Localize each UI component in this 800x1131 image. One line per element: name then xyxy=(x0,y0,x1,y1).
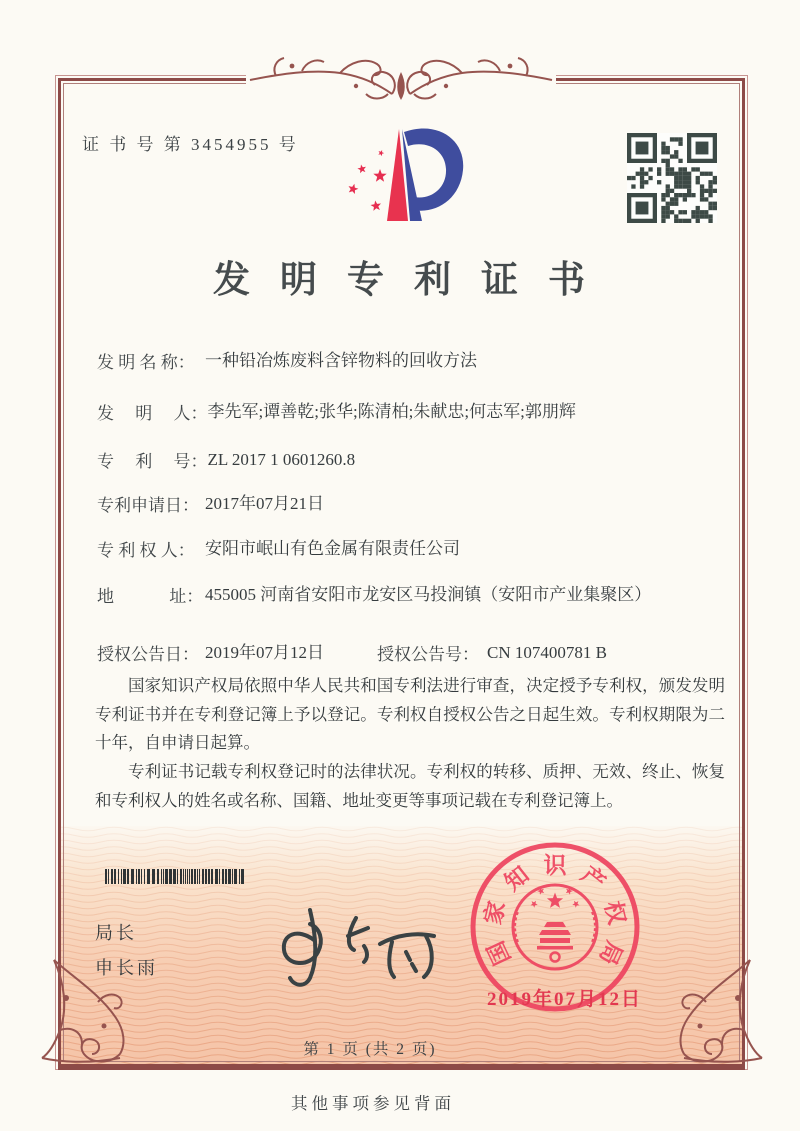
field-value: 一种铅冶炼废料含锌物料的回收方法 xyxy=(205,351,477,370)
field-label: 专 利 权 人： xyxy=(97,541,195,560)
field-value: 455005 河南省安阳市龙安区马投涧镇（安阳市产业集聚区） xyxy=(205,585,652,604)
logo-blue-bowl xyxy=(404,128,463,210)
svg-text:家: 家 xyxy=(480,898,510,927)
legal-paragraph-2: 专利证书记载专利权登记时的法律状况。专利权的转移、质押、无效、终止、恢复和专利权人的姓名或名称、国籍、地址变更等事项记载在专利登记簿上。 xyxy=(95,762,725,810)
field-value: 2017年07月21日 xyxy=(205,494,324,513)
field-invention-title xyxy=(97,348,477,374)
field-label: 授权公告号： xyxy=(377,645,479,664)
field-address xyxy=(97,582,651,608)
field-patentee xyxy=(97,536,460,562)
field-value: 李先军;谭善乾;张华;陈清柏;朱献忠;何志军;郭朋辉 xyxy=(207,402,576,421)
page-number: 第 1 页 (共 2 页) xyxy=(303,1041,437,1058)
field-value: 安阳市岷山有色金属有限责任公司 xyxy=(205,539,460,558)
field-value: ZL 2017 1 0601260.8 xyxy=(207,450,356,469)
certificate-number: 证 书 号 第 3454955 号 xyxy=(82,135,299,154)
center-leaf xyxy=(397,72,405,100)
field-patent-number xyxy=(97,447,355,473)
field-label: 发 明 人： xyxy=(97,404,208,423)
svg-text:局: 局 xyxy=(594,937,627,969)
back-side-note: 其他事项参见背面 xyxy=(291,1094,455,1113)
field-label: 地 址： xyxy=(97,587,204,606)
top-flourish-ornament xyxy=(246,42,556,112)
field-label: 授权公告日： xyxy=(97,645,199,664)
qr-code xyxy=(627,133,717,223)
field-label: 专 利 号： xyxy=(97,452,208,471)
seal-date: 2019年07月12日 xyxy=(486,989,642,1010)
legal-text xyxy=(95,672,725,816)
cnipa-logo xyxy=(332,120,472,238)
national-emblem xyxy=(513,885,597,969)
director-signature xyxy=(198,880,443,990)
svg-text:产: 产 xyxy=(576,861,610,896)
field-value: 2019年07月12日 xyxy=(205,643,324,662)
logo-stars xyxy=(349,150,387,211)
field-value: CN 107400781 B xyxy=(487,643,607,662)
field-filing-date xyxy=(97,491,324,517)
svg-text:国: 国 xyxy=(483,937,516,969)
field-inventors xyxy=(97,399,576,425)
svg-text:知: 知 xyxy=(500,861,534,896)
field-label: 专利申请日： xyxy=(97,496,199,515)
legal-paragraph-1: 国家知识产权局依照中华人民共和国专利法进行审查，决定授予专利权，颁发发明专利证书并在专利登记簿上予以登记。专利权自授权公告之日起生效。专利权期限为二十年，自申请日起算。 xyxy=(95,676,725,753)
field-label: 发 明 名 称： xyxy=(97,353,195,372)
director-name: 申长雨 xyxy=(95,958,158,978)
certificate-title: 发明专利证书 xyxy=(213,260,615,301)
svg-text:权: 权 xyxy=(600,898,630,927)
field-grant-date-and-number xyxy=(97,640,745,666)
svg-text:识: 识 xyxy=(543,853,567,878)
director-title: 局长 xyxy=(95,923,137,943)
